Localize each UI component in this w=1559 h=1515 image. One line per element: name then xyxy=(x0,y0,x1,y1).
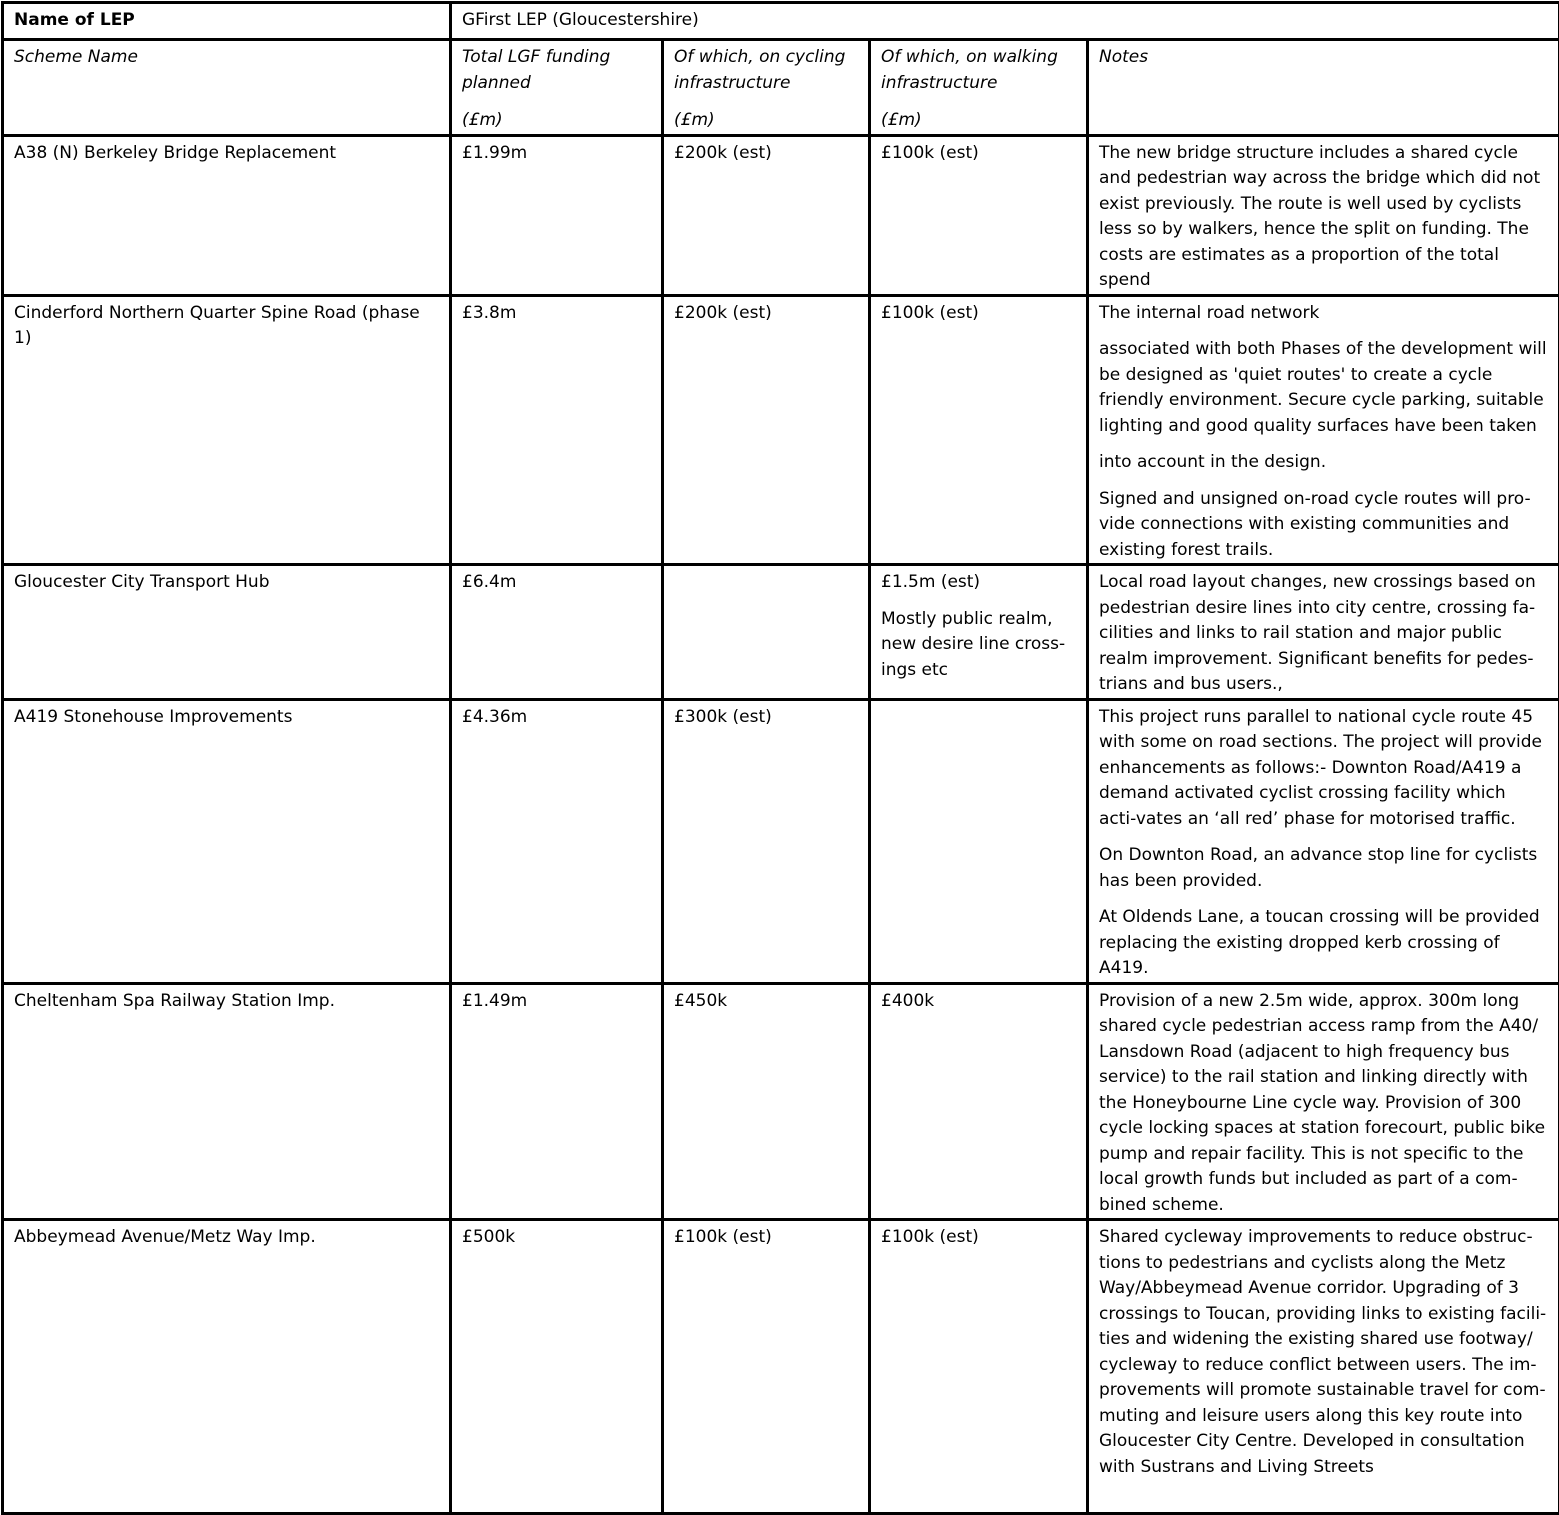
walking-funding-note: Mostly public realm, new desire line cross-ings etc xyxy=(881,607,1076,684)
header-total-funding xyxy=(451,40,663,136)
table-row xyxy=(3,1220,1559,1514)
notes-paragraph: On Downton Road, an advance stop line for cyclists has been provided. xyxy=(1099,843,1548,894)
header-row xyxy=(3,40,1559,136)
walking-funding-cell xyxy=(870,565,1088,700)
header-cycling-line1: Of which, on cycling xyxy=(674,45,858,71)
notes-cell xyxy=(1088,565,1559,700)
cycling-funding-cell: £100k (est) xyxy=(663,1220,870,1514)
walking-funding-cell xyxy=(870,983,1088,1220)
scheme-name-cell: Cinderford Northern Quarter Spine Road (phase 1) xyxy=(3,295,451,565)
notes-cell xyxy=(1088,983,1559,1220)
notes-paragraph: Local road layout changes, new crossings based on pedestrian desire lines into city centre, crossing fa-cilities and links to rail station and major public realm improvement. Significant benefits for pedes-trians and bus users., xyxy=(1099,570,1548,698)
cycling-funding-cell xyxy=(663,565,870,700)
walking-funding-text: £100k (est) xyxy=(881,141,1076,167)
walking-funding-text: £400k xyxy=(881,989,1076,1015)
walking-funding-text: £100k (est) xyxy=(881,1225,1076,1251)
total-funding-cell: £3.8m xyxy=(451,295,663,565)
notes-cell xyxy=(1088,295,1559,565)
table-row xyxy=(3,295,1559,565)
notes-paragraph: The new bridge structure includes a shared cycle and pedestrian way across the bridge which did not exist previously. The route is well used by cyclists less so by walkers, hence the split on funding. The costs are estimates as a proportion of the total spend xyxy=(1099,141,1548,294)
walking-funding-cell xyxy=(870,295,1088,565)
notes-paragraph: The internal road network xyxy=(1099,301,1548,327)
lep-row xyxy=(3,3,1559,40)
scheme-name-cell: A38 (N) Berkeley Bridge Replacement xyxy=(3,135,451,295)
header-walking xyxy=(870,40,1088,136)
table-row xyxy=(3,565,1559,700)
header-total-line2: planned xyxy=(462,71,651,97)
notes-paragraph: This project runs parallel to national cycle route 45 with some on road sections. The project will provide enhancements as follows:- Downton Road/A419 a demand activated cyclist crossing facility which acti-vates an ‘all red’ phase for motorised traffic. xyxy=(1099,705,1548,833)
total-funding-cell: £4.36m xyxy=(451,699,663,983)
table-row xyxy=(3,699,1559,983)
scheme-name-cell: Cheltenham Spa Railway Station Imp. xyxy=(3,983,451,1220)
header-cycling-unit: (£m) xyxy=(674,108,858,134)
walking-funding-text: £1.5m (est) xyxy=(881,570,1076,596)
table-row xyxy=(3,135,1559,295)
notes-paragraph: into account in the design. xyxy=(1099,450,1548,476)
cycling-funding-cell: £200k (est) xyxy=(663,295,870,565)
total-funding-cell: £500k xyxy=(451,1220,663,1514)
header-cycling xyxy=(663,40,870,136)
cycling-funding-cell: £200k (est) xyxy=(663,135,870,295)
walking-funding-cell xyxy=(870,135,1088,295)
header-notes xyxy=(1088,40,1559,136)
header-walking-line1: Of which, on walking xyxy=(881,45,1076,71)
notes-cell xyxy=(1088,699,1559,983)
total-funding-cell: £6.4m xyxy=(451,565,663,700)
scheme-name-cell: A419 Stonehouse Improvements xyxy=(3,699,451,983)
header-total-line1: Total LGF funding xyxy=(462,45,651,71)
cycling-funding-cell: £300k (est) xyxy=(663,699,870,983)
notes-paragraph: Shared cycleway improvements to reduce obstruc-tions to pedestrians and cyclists along the Metz Way/Abbeymead Avenue corridor. Upgrading of 3 crossings to Toucan, providing links to existing facili-ties and widening the existing shared use footway/ cycleway to reduce conflict between users. The im-provements will promote sustainable travel for com-muting and leisure users along this key route into Gloucester City Centre. Developed in consultation with Sustrans and Living Streets xyxy=(1099,1225,1548,1480)
walking-funding-cell xyxy=(870,1220,1088,1514)
lgf-funding-table xyxy=(1,1,1559,1515)
table-row xyxy=(3,983,1559,1220)
walking-funding-cell xyxy=(870,699,1088,983)
notes-paragraph: associated with both Phases of the development will be designed as 'quiet routes' to create a cycle friendly environment. Secure cycle parking, suitable lighting and good quality surfaces have been taken xyxy=(1099,337,1548,439)
notes-cell xyxy=(1088,135,1559,295)
scheme-name-cell: Abbeymead Avenue/Metz Way Imp. xyxy=(3,1220,451,1514)
scheme-name-cell: Gloucester City Transport Hub xyxy=(3,565,451,700)
notes-paragraph: Provision of a new 2.5m wide, approx. 300m long shared cycle pedestrian access ramp from the A40/ Lansdown Road (adjacent to high frequency bus service) to the rail station and linking directly with the Honeybourne Line cycle way. Provision of 300 cycle locking spaces at station forecourt, public bike pump and repair facility. This is not specific to the local growth funds but included as part of a com-bined scheme. xyxy=(1099,989,1548,1219)
lep-value: GFirst LEP (Gloucestershire) xyxy=(451,3,1559,40)
header-notes-line1: Notes xyxy=(1099,45,1548,71)
header-walking-unit: (£m) xyxy=(881,108,1076,134)
cycling-funding-cell: £450k xyxy=(663,983,870,1220)
walking-funding-text: £100k (est) xyxy=(881,301,1076,327)
notes-paragraph: At Oldends Lane, a toucan crossing will be provided replacing the existing dropped kerb crossing of A419. xyxy=(1099,905,1548,982)
notes-cell xyxy=(1088,1220,1559,1514)
header-total-unit: (£m) xyxy=(462,108,651,134)
total-funding-cell: £1.99m xyxy=(451,135,663,295)
total-funding-cell: £1.49m xyxy=(451,983,663,1220)
header-scheme-line1: Scheme Name xyxy=(14,45,439,71)
header-walking-line2: infrastructure xyxy=(881,71,1076,97)
lep-label: Name of LEP xyxy=(3,3,451,40)
notes-paragraph: Signed and unsigned on-road cycle routes will pro-vide connections with existing communities and existing forest trails. xyxy=(1099,487,1548,564)
header-cycling-line2: infrastructure xyxy=(674,71,858,97)
header-scheme-name xyxy=(3,40,451,136)
